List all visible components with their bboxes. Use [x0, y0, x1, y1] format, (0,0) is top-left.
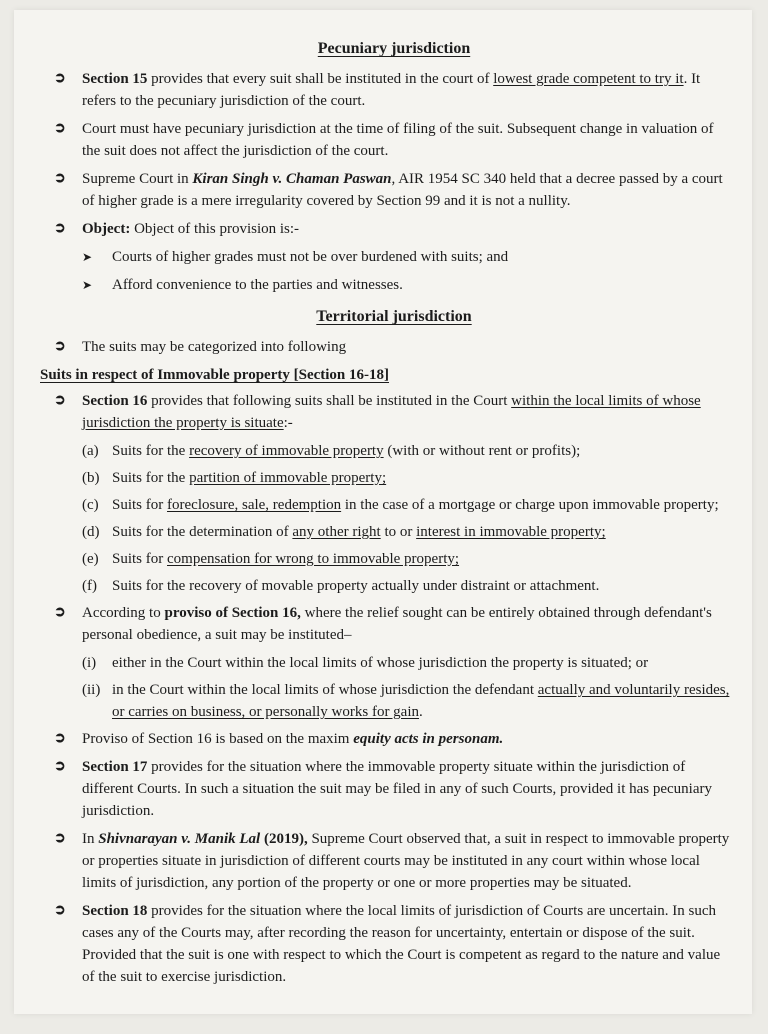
list-item-d: (d) Suits for the determination of any other right to or interest in immovable property; [82, 524, 606, 540]
heading-territorial: Territorial jurisdiction [316, 308, 472, 325]
bullet-proviso-16: ➲ According to proviso of Section 16, where the relief sought can be entirely obtained through defendant's personal obedience, a suit may be instituted– [54, 602, 734, 646]
bullet-kiran-singh: ➲ Supreme Court in Kiran Singh v. Chaman Paswan, AIR 1954 SC 340 held that a decree passed by a court of higher grade is a mere irregularity covered by Section 99 and it is not a nullity. [54, 168, 734, 212]
heading-pecuniary: Pecuniary jurisdiction [317, 40, 471, 57]
bullet-icon: ➲ [54, 831, 66, 846]
bullet-section-16: ➲ Section 16 provides that following suits shall be instituted in the Court within the local limits of whose jurisdiction the property is situate:- [54, 390, 734, 434]
arrow-item: ➤ Afford convenience to the parties and witnesses. [54, 274, 734, 296]
bullet-icon: ➲ [54, 121, 66, 136]
bullet-maxim: ➲ Proviso of Section 16 is based on the maxim equity acts in personam. [54, 728, 734, 750]
bullet-object: ➲ Object: Object of this provision is:- [54, 218, 734, 240]
bullet-icon: ➲ [54, 605, 66, 620]
bullet-icon: ➲ [54, 393, 66, 408]
bullet-icon: ➲ [54, 171, 66, 186]
bullet-section-18: ➲ Section 18 provides for the situation where the local limits of jurisdiction of Courts are uncertain. In such cases any of the Courts may, after recording the reason for uncertainty, entertain or dispose of the suit. Provided that the suit is one with respect to which the Court is competent as regard to the nature and value of the suit to exercise jurisdiction. [54, 900, 734, 988]
bullet-icon: ➲ [54, 339, 66, 354]
bullet-section-17: ➲ Section 17 provides for the situation where the immovable property situate within the jurisdiction of different Courts. In such a situation the suit may be filed in any of such Courts, provided it has pecuniary jurisdiction. [54, 756, 734, 822]
bullet-icon: ➲ [54, 71, 66, 86]
list-item-c: (c) Suits for foreclosure, sale, redemption in the case of a mortgage or charge upon immovable property; [82, 497, 719, 513]
subheading-immovable-property: Suits in respect of Immovable property [Section 16-18] [40, 367, 389, 383]
arrow-item: ➤ Courts of higher grades must not be over burdened with suits; and [54, 246, 734, 268]
bullet-section-15: ➲ Section 15 provides that every suit shall be instituted in the court of lowest grade competent to try it. It refers to the pecuniary jurisdiction of the court. [54, 68, 734, 112]
list-item-ii: (ii) in the Court within the local limits of whose jurisdiction the defendant actually and voluntarily resides, or carries on business, or personally works for gain. [82, 682, 730, 720]
list-item-i: (i) either in the Court within the local limits of whose jurisdiction the property is situated; or [82, 655, 649, 671]
bullet-icon: ➲ [54, 903, 66, 918]
list-item-a: (a) Suits for the recovery of immovable property (with or without rent or profits); [82, 443, 581, 459]
list-item-f: (f) Suits for the recovery of movable property actually under distraint or attachment. [82, 578, 600, 594]
document-content [40, 28, 734, 994]
list-item-e: (e) Suits for compensation for wrong to immovable property; [82, 551, 460, 567]
bullet-icon: ➲ [54, 731, 66, 746]
document-page [14, 10, 752, 1014]
bullet-icon: ➲ [54, 759, 66, 774]
bullet-shivnarayan: ➲ In Shivnarayan v. Manik Lal (2019), Supreme Court observed that, a suit in respect to immovable property or properties situate in jurisdiction of different courts may be instituted in any court within whose local limits of jurisdiction, any portion of the property or one or more properties may be situated. [54, 828, 734, 894]
bullet-time-of-filing: ➲ Court must have pecuniary jurisdiction at the time of filing of the suit. Subsequent change in valuation of the suit does not affect the jurisdiction of the court. [54, 118, 734, 162]
bullet-icon: ➲ [54, 221, 66, 236]
list-item-b: (b) Suits for the partition of immovable property; [82, 470, 387, 486]
bullet-categorized: ➲ The suits may be categorized into following [54, 336, 734, 358]
arrowhead-icon: ➤ [82, 250, 93, 264]
arrowhead-icon: ➤ [82, 278, 93, 292]
